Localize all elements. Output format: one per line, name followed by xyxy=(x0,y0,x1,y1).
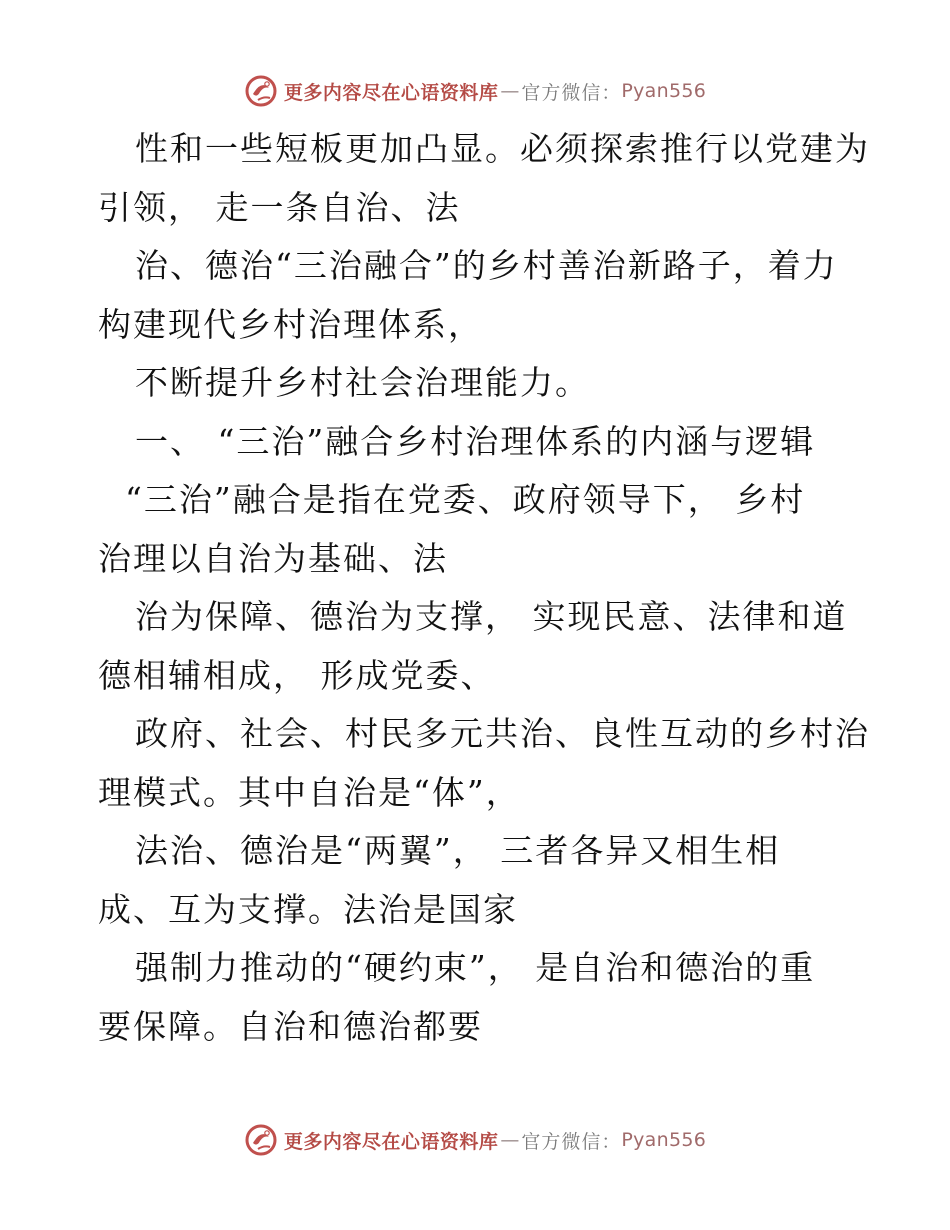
body-line: 构建现代乡村治理体系， xyxy=(98,304,483,344)
red-swirl-logo-icon xyxy=(244,1123,278,1157)
body-line: 要保障。自治和德治都要 xyxy=(98,1006,483,1046)
watermark-separator: — xyxy=(500,80,520,102)
body-line: 治为保障、德治为支撑， 实现民意、法律和道 xyxy=(135,597,848,636)
body-line: 不断提升乡村社会治理能力。 xyxy=(135,363,590,402)
body-line: 理模式。其中自治是“体”， xyxy=(98,772,521,812)
body-line: 治、德治“三治融合”的乡村善治新路子，着力 xyxy=(135,246,838,285)
section-heading: 一、 “三治”融合乡村治理体系的内涵与逻辑 xyxy=(135,421,816,461)
watermark-banner-bottom xyxy=(0,1120,950,1160)
document-body xyxy=(98,120,868,1056)
body-line: 引领， 走一条自治、法 xyxy=(98,187,461,227)
body-line: “三治”融合是指在党委、政府领导下， 乡村 xyxy=(125,480,806,519)
watermark-wechat-id: Pyan556 xyxy=(621,1129,707,1151)
body-line: 德相辅相成， 形成党委、 xyxy=(98,655,496,695)
watermark-site-text: 更多内容尽在心语资料库 xyxy=(283,81,499,104)
body-line: 法治、德治是“两翼”， 三者各异又相生相 xyxy=(135,831,781,870)
body-line: 治理以自治为基础、法 xyxy=(98,538,448,578)
watermark-official-label: 官方微信： xyxy=(521,81,622,104)
red-swirl-logo-icon xyxy=(244,74,278,108)
body-line: 政府、社会、村民多元共治、良性互动的乡村治 xyxy=(135,714,870,753)
watermark-banner-top xyxy=(0,71,950,111)
body-line: 性和一些短板更加凸显。必须探索推行以党建为 xyxy=(135,129,870,168)
body-line: 成、互为支撑。法治是国家 xyxy=(98,889,518,929)
watermark-official-label: 官方微信： xyxy=(521,1130,622,1153)
watermark-separator: — xyxy=(500,1129,520,1151)
watermark-wechat-id: Pyan556 xyxy=(621,80,707,102)
body-line: 强制力推动的“硬约束”， 是自治和德治的重 xyxy=(135,948,816,987)
watermark-site-text: 更多内容尽在心语资料库 xyxy=(283,1130,499,1153)
